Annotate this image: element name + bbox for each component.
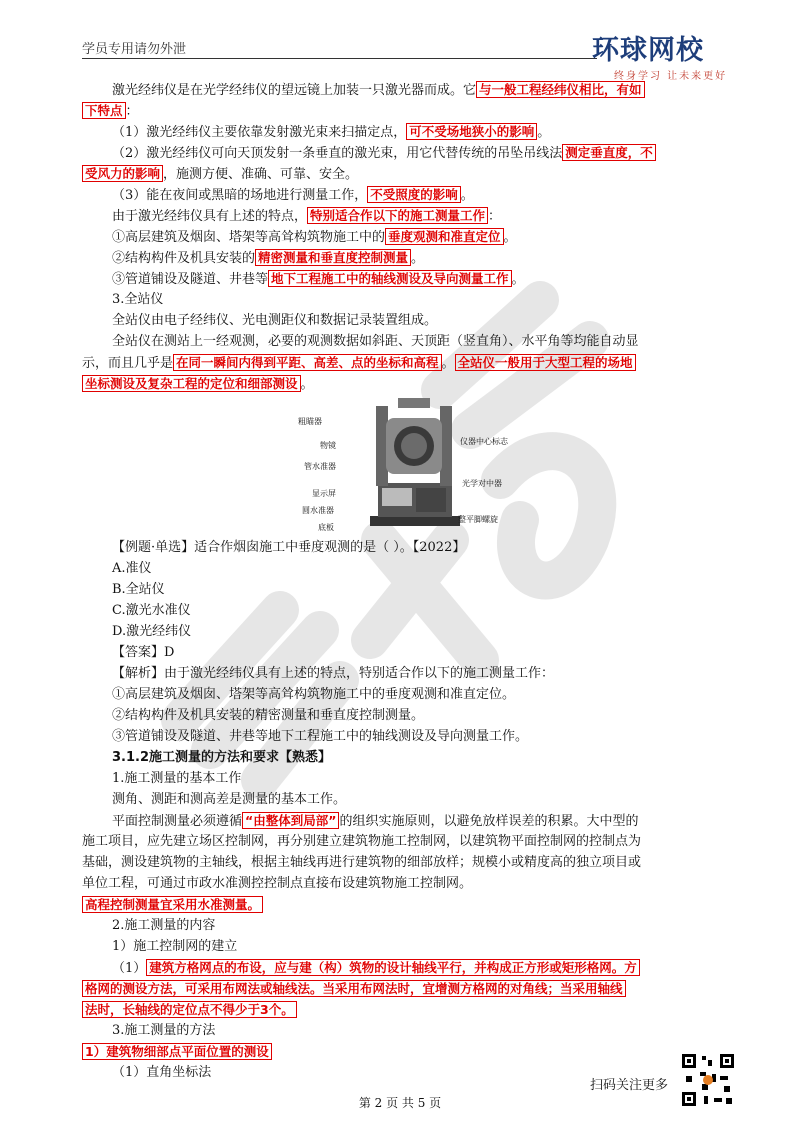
option-b: B.全站仪 bbox=[112, 582, 165, 597]
para-line: （3）能在夜间或黑暗的场地进行测量工作， 不受照度的影响 。 bbox=[112, 187, 474, 203]
figure-label: 底板 bbox=[318, 523, 334, 532]
para-line: 1）施工控制网的建立 bbox=[112, 939, 238, 954]
para-line: （1） 建筑方格网点的布设，应与建（构）筑物的设计轴线平行，并构成正方形或矩形格网。方 bbox=[82, 958, 732, 979]
qr-caption: 扫码关注更多 bbox=[590, 1078, 669, 1093]
para-line: ③管道铺设及隧道、井巷等地下工程施工中的轴线测设及导向测量工作。 bbox=[112, 729, 529, 744]
para-line: 受风力的影响 ，施测方便、准确、可靠、安全。 bbox=[82, 164, 732, 185]
para-line: 全站仪由电子经纬仪、光电测距仪和数据记录装置组成。 bbox=[112, 313, 438, 328]
para-line: ①高层建筑及烟囱、塔架等高耸构筑物施工中的 垂度观测和准直定位 。 bbox=[112, 229, 517, 245]
total-station-figure bbox=[300, 388, 510, 536]
para-line: 2.施工测量的内容 bbox=[112, 918, 216, 933]
para-line: 3.施工测量的方法 bbox=[112, 1023, 216, 1038]
para-line: （2）激光经纬仪可向天顶发射一条垂直的激光束，用它代替传统的吊坠吊线法 测定垂直度，不 bbox=[82, 143, 732, 164]
answer: 【答案】D bbox=[112, 645, 175, 660]
para-line: （1）直角坐标法 bbox=[112, 1065, 212, 1080]
para-line: 1.施工测量的基本工作 bbox=[112, 771, 242, 786]
header-rule bbox=[82, 58, 597, 59]
figure-label: 物镜 bbox=[320, 441, 336, 450]
option-c: C.激光水准仪 bbox=[112, 603, 191, 618]
para-line: ②结构构件及机具安装的 精密测量和垂直度控制测量 。 bbox=[112, 250, 425, 266]
para-line: ②结构构件及机具安装的精密测量和垂直度控制测量。 bbox=[112, 708, 425, 723]
para-line: 法时，长轴线的定位点不得少于3个。 bbox=[82, 1000, 732, 1021]
para-line: 全站仪在测站上一经观测，必要的观测数据如斜距、天顶距（竖直角）、水平角等均能自动显 bbox=[112, 334, 639, 349]
figure-label: 管水准器 bbox=[304, 462, 336, 471]
para-line: 坐标测设及复杂工程的定位和细部测设 。 bbox=[82, 374, 732, 395]
para-line: ①高层建筑及烟囱、塔架等高耸构筑物施工中的垂度观测和准直定位。 bbox=[112, 687, 516, 702]
logo-title: 环球网校 bbox=[592, 35, 704, 66]
page-number: 第 2 页 共 5 页 bbox=[358, 1096, 442, 1110]
header-text: 学员专用请勿外泄 bbox=[82, 42, 187, 57]
logo bbox=[592, 28, 732, 80]
para-line: 1）建筑物细部点平面位置的测设 bbox=[82, 1042, 732, 1063]
section-heading: 3.1.2施工测量的方法和要求【熟悉】 bbox=[112, 750, 332, 765]
para-line: 由于激光经纬仪具有上述的特点， 特别适合作以下的施工测量工作 ： bbox=[112, 208, 502, 224]
para-line: 示，而且几乎是 在同一瞬间内得到平距、高差、点的坐标和高程 。 全站仪一般用于大型工程的场地 bbox=[82, 353, 732, 374]
para-line: 单位工程，可通过市政水准测控控制点直接布设建筑物施工控制网。 bbox=[82, 876, 473, 891]
para-line: 高程控制测量宜采用水准测量。 bbox=[82, 895, 732, 916]
para-line: 平面控制测量必须遵循 “由整体到局部” 的组织实施原则，以避免放样误差的积累。大中型的 bbox=[112, 813, 639, 829]
figure-label: 仪器中心标志 bbox=[460, 437, 508, 446]
para-line: 基础，测设建筑物的主轴线，根据主轴线再进行建筑物的细部放样；规模小或精度高的独立项目或 bbox=[82, 855, 642, 870]
para-line: 3.全站仪 bbox=[112, 292, 164, 307]
figure-label: 整平脚螺旋 bbox=[458, 515, 498, 524]
explanation: 【解析】由于激光经纬仪具有上述的特点，特别适合作以下的施工测量工作： bbox=[112, 666, 555, 681]
figure-label: 显示屏 bbox=[312, 489, 336, 498]
para-line: （1）激光经纬仪主要依靠发射激光束来扫描定点， 可不受场地狭小的影响 。 bbox=[112, 124, 551, 140]
option-a: A.准仪 bbox=[112, 561, 152, 576]
para-line: 格网的测设方法，可采用布网法或轴线法。当采用布网法时，宜增测方格网的对角线；当采用轴线 bbox=[82, 979, 732, 1000]
para-line: ③管道铺设及隧道、井巷等 地下工程施工中的轴线测设及导向测量工作 。 bbox=[112, 271, 525, 287]
logo-slogan: 终身学习 让未来更好 bbox=[614, 71, 728, 82]
para-line: 测角、测距和测高差是测量的基本工作。 bbox=[112, 792, 347, 807]
figure-label: 粗瞄器 bbox=[298, 417, 322, 426]
para-line: 施工项目，应先建立场区控制网，再分别建立建筑物施工控制网，以建筑物平面控制网的控制点为 bbox=[82, 834, 642, 849]
para-line: 下特点 ： bbox=[82, 101, 732, 122]
figure-label: 光学对中器 bbox=[462, 479, 502, 488]
question-stem: 【例题·单选】适合作烟囱施工中垂度观测的是（ ）。【2022】 bbox=[112, 540, 466, 555]
para-line: 激光经纬仪是在光学经纬仪的望远镜上加装一只激光器而成。它 与一般工程经纬仪相比，有如 bbox=[82, 80, 732, 101]
figure-label: 圆水准器 bbox=[302, 506, 334, 515]
option-d: D.激光经纬仪 bbox=[112, 624, 192, 639]
